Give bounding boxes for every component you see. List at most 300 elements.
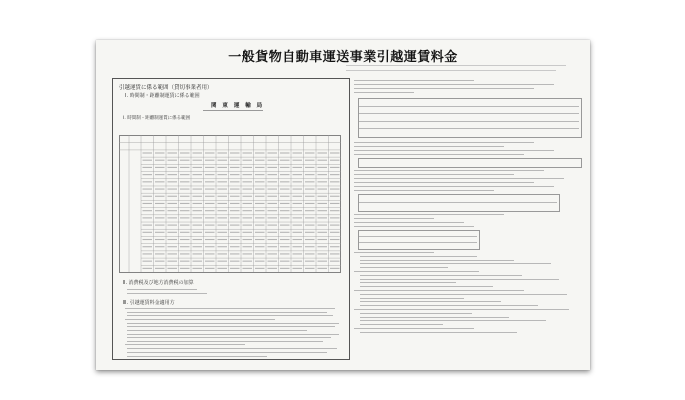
table-cell-text: [318, 188, 328, 189]
body-text-line: [354, 170, 544, 171]
table-cell-text: [143, 210, 153, 211]
body-text-line: [360, 294, 567, 295]
table-cell-text: [180, 181, 190, 182]
table-cell-text: [268, 181, 278, 182]
table-cell-text: [168, 203, 178, 204]
table-cell-text: [255, 174, 265, 175]
table-cell-text: [205, 225, 215, 226]
body-text-line: [359, 236, 477, 237]
table-cell-text: [293, 188, 303, 189]
table-cell-text: [330, 188, 340, 189]
table-cell-text: [293, 181, 303, 182]
table-cell-text: [243, 239, 253, 240]
table-cell-text: [168, 246, 178, 247]
table-cell-text: [168, 253, 178, 254]
table-cell-text: [280, 181, 290, 182]
table-cell-text: [143, 268, 153, 269]
table-cell-text: [230, 188, 240, 189]
table-cell-text: [255, 188, 265, 189]
table-cell-text: [318, 167, 328, 168]
table-cell-text: [293, 152, 303, 153]
body-text-line: [360, 263, 551, 264]
table-cell-text: [205, 268, 215, 269]
table-cell-text: [143, 217, 153, 218]
small-table: [358, 230, 480, 250]
table-cell-text: [280, 225, 290, 226]
table-cell-text: [330, 268, 340, 269]
table-cell-text: [318, 181, 328, 182]
table-cell-text: [330, 167, 340, 168]
table-cell-text: [155, 232, 165, 233]
table-cell-text: [243, 232, 253, 233]
body-text-line: [359, 202, 557, 203]
table-cell-text: [230, 232, 240, 233]
table-cell-text: [193, 225, 203, 226]
table-cell-text: [143, 152, 153, 153]
body-text-line: [127, 312, 327, 313]
table-cell-text: [193, 232, 203, 233]
table-cell-text: [318, 160, 328, 161]
table-cell-text: [268, 261, 278, 262]
body-text-line: [360, 313, 472, 314]
table-cell-text: [318, 210, 328, 211]
body-text-line: [354, 290, 524, 291]
table-cell-text: [230, 225, 240, 226]
header-note-line: [346, 65, 566, 66]
table-cell-text: [293, 232, 303, 233]
table-cell-text: [280, 152, 290, 153]
table-cell-text: [168, 181, 178, 182]
body-text-line: [125, 308, 335, 309]
table-cell-text: [268, 217, 278, 218]
table-cell-text: [143, 203, 153, 204]
table-cell-text: [180, 203, 190, 204]
table-cell-text: [205, 239, 215, 240]
table-cell-text: [143, 167, 153, 168]
table-cell-text: [255, 253, 265, 254]
table-cell-text: [330, 152, 340, 153]
rate-table: [119, 135, 341, 273]
table-cell-text: [205, 181, 215, 182]
table-cell-text: [293, 167, 303, 168]
body-text-line: [125, 319, 275, 320]
body-text-line: [354, 186, 554, 187]
table-cell-text: [280, 217, 290, 218]
table-cell-text: [330, 203, 340, 204]
table-cell-text: [230, 261, 240, 262]
table-cell-text: [330, 261, 340, 262]
table-cell-text: [205, 210, 215, 211]
table-cell-text: [180, 160, 190, 161]
table-cell-text: [268, 203, 278, 204]
table-cell-text: [305, 253, 315, 254]
table-cell-text: [318, 225, 328, 226]
table-cell-text: [318, 232, 328, 233]
table-cell-text: [218, 253, 228, 254]
table-cell-text: [293, 203, 303, 204]
table-cell-text: [155, 181, 165, 182]
small-table: [358, 158, 582, 168]
table-cell-text: [280, 253, 290, 254]
table-cell-text: [280, 188, 290, 189]
table-cell-text: [318, 196, 328, 197]
table-cell-text: [180, 196, 190, 197]
body-text-line: [354, 309, 569, 310]
table-cell-text: [230, 217, 240, 218]
table-cell-text: [293, 246, 303, 247]
table-cell-text: [193, 217, 203, 218]
table-cell-text: [155, 239, 165, 240]
table-cell-text: [180, 246, 190, 247]
body-text-line: [354, 182, 534, 183]
body-text-line: [354, 80, 474, 81]
table-cell-text: [243, 225, 253, 226]
table-cell-text: [218, 167, 228, 168]
table-cell-text: [230, 203, 240, 204]
table-cell-text: [205, 167, 215, 168]
table-cell-text: [155, 246, 165, 247]
table-cell-text: [230, 152, 240, 153]
table-heading: 関 東 運 輸 局: [211, 103, 265, 109]
document-title: 一般貨物自動車運送事業引越運賃料金: [228, 50, 458, 65]
section-title: 引越運賃に係る範囲（貸切事業者用）: [119, 85, 213, 91]
rate-table-grid: [119, 135, 341, 273]
table-cell-text: [255, 217, 265, 218]
left-panel: [112, 78, 350, 360]
table-cell-text: [168, 152, 178, 153]
body-text-line: [360, 260, 514, 261]
table-cell-text: [330, 246, 340, 247]
table-cell-text: [230, 167, 240, 168]
table-cell-text: [330, 232, 340, 233]
table-cell-text: [168, 268, 178, 269]
table-cell-text: [255, 210, 265, 211]
table-cell-text: [243, 253, 253, 254]
table-cell-text: [218, 203, 228, 204]
table-cell-text: [143, 174, 153, 175]
table-cell-text: [330, 210, 340, 211]
table-cell-text: [155, 210, 165, 211]
table-cell-text: [193, 253, 203, 254]
table-cell-text: [293, 225, 303, 226]
body-text-line: [360, 267, 448, 268]
table-cell-text: [305, 232, 315, 233]
table-cell-text: [293, 217, 303, 218]
body-text-line: [127, 352, 327, 353]
table-cell-text: [143, 181, 153, 182]
body-text-line: [354, 178, 564, 179]
table-cell-text: [193, 181, 203, 182]
table-cell-text: [155, 225, 165, 226]
table-cell-text: [193, 196, 203, 197]
body-text-line: [127, 356, 267, 357]
body-text-line: [354, 142, 534, 143]
table-cell-text: [280, 174, 290, 175]
table-cell-text: [255, 268, 265, 269]
table-cell-text: [255, 181, 265, 182]
table-cell-text: [293, 268, 303, 269]
table-cell-text: [193, 239, 203, 240]
table-cell-text: [218, 225, 228, 226]
table-cell-text: [305, 160, 315, 161]
table-cell-text: [318, 174, 328, 175]
table-cell-text: [305, 246, 315, 247]
table-cell-text: [218, 246, 228, 247]
table-cell-text: [180, 167, 190, 168]
table-cell-text: [180, 225, 190, 226]
body-text-line: [360, 305, 538, 306]
table-cell-text: [205, 217, 215, 218]
table-cell-text: [143, 239, 153, 240]
table-cell-text: [168, 239, 178, 240]
table-cell-text: [180, 261, 190, 262]
table-cell-text: [280, 268, 290, 269]
table-cell-text: [168, 210, 178, 211]
body-text-line: [354, 214, 504, 215]
body-text-line: [359, 128, 579, 129]
body-text-line: [359, 106, 579, 107]
body-text-line: [354, 150, 554, 151]
table-cell-text: [155, 217, 165, 218]
table-cell-text: [155, 188, 165, 189]
table-cell-text: [193, 160, 203, 161]
body-text-line: [354, 190, 494, 191]
table-cell-text: [255, 167, 265, 168]
table-cell-text: [155, 261, 165, 262]
table-cell-text: [330, 196, 340, 197]
table-cell-text: [205, 196, 215, 197]
table-cell-text: [180, 253, 190, 254]
table-cell-text: [193, 210, 203, 211]
body-text-line: [127, 348, 337, 349]
body-text-line: [360, 324, 443, 325]
body-text-line: [354, 154, 524, 155]
body-text-line: [127, 323, 339, 324]
table-cell-text: [230, 268, 240, 269]
header-note-line: [346, 70, 556, 71]
body-text-line: [127, 330, 307, 331]
table-cell-text: [305, 181, 315, 182]
table-cell-text: [230, 174, 240, 175]
body-text-line: [360, 298, 464, 299]
table-cell-text: [218, 210, 228, 211]
table-cell-text: [318, 239, 328, 240]
table-cell-text: [205, 174, 215, 175]
table-cell-text: [330, 253, 340, 254]
table-cell-text: [168, 232, 178, 233]
body-text-line: [127, 315, 333, 316]
table-cell-text: [230, 160, 240, 161]
table-cell-text: [318, 152, 328, 153]
table-cell-text: [255, 261, 265, 262]
table-cell-text: [143, 246, 153, 247]
table-cell-text: [268, 167, 278, 168]
table-cell-text: [218, 188, 228, 189]
table-cell-text: [193, 174, 203, 175]
table-cell-text: [330, 160, 340, 161]
body-text-line: [127, 326, 335, 327]
table-cell-text: [155, 196, 165, 197]
table-cell-text: [230, 196, 240, 197]
table-cell-text: [205, 253, 215, 254]
table-cell-text: [218, 174, 228, 175]
table-cell-text: [243, 188, 253, 189]
table-cell-text: [168, 174, 178, 175]
table-cell-text: [268, 225, 278, 226]
body-text-line: [360, 320, 546, 321]
table-cell-text: [243, 217, 253, 218]
table-cell-text: [293, 253, 303, 254]
body-text-line: [359, 113, 579, 114]
table-cell-text: [305, 152, 315, 153]
table-cell-text: [193, 152, 203, 153]
table-cell-text: [230, 181, 240, 182]
table-cell-text: [318, 246, 328, 247]
table-cell-text: [305, 174, 315, 175]
table-cell-text: [155, 167, 165, 168]
table-cell-text: [180, 174, 190, 175]
table-cell-text: [293, 196, 303, 197]
table-cell-text: [168, 188, 178, 189]
table-cell-text: [318, 261, 328, 262]
table-cell-text: [255, 246, 265, 247]
table-cell-text: [168, 196, 178, 197]
body-text-line: [354, 146, 504, 147]
table-cell-text: [168, 160, 178, 161]
table-cell-text: [168, 167, 178, 168]
table-cell-text: [230, 253, 240, 254]
body-text-line: [127, 341, 323, 342]
body-text-line: [354, 218, 434, 219]
table-cell-text: [330, 225, 340, 226]
table-cell-text: [305, 239, 315, 240]
table-cell-text: [180, 188, 190, 189]
table-cell-text: [280, 167, 290, 168]
body-text-line: [354, 88, 534, 89]
body-text-line: [354, 84, 554, 85]
table-cell-text: [193, 261, 203, 262]
table-cell-text: [293, 160, 303, 161]
table-cell-text: [280, 196, 290, 197]
table-cell-text: [305, 225, 315, 226]
table-cell-text: [205, 152, 215, 153]
table-cell-text: [268, 253, 278, 254]
table-cell-text: [218, 261, 228, 262]
body-text-line: [125, 344, 245, 345]
table-cell-text: [293, 174, 303, 175]
small-table: [358, 98, 582, 138]
table-cell-text: [255, 160, 265, 161]
table-cell-text: [155, 268, 165, 269]
table-cell-text: [193, 268, 203, 269]
body-text-line: [354, 174, 514, 175]
table-cell-text: [218, 217, 228, 218]
document-sheet: [96, 40, 590, 370]
body-text-line: [354, 222, 464, 223]
table-cell-text: [255, 232, 265, 233]
table-cell-text: [180, 239, 190, 240]
table-cell-text: [143, 225, 153, 226]
table-cell-text: [143, 261, 153, 262]
table-cell-text: [280, 203, 290, 204]
subsection-title: Ⅲ. 引越運賃料金適用方: [123, 300, 175, 306]
table-cell-text: [255, 152, 265, 153]
table-cell-text: [268, 210, 278, 211]
table-cell-text: [280, 239, 290, 240]
body-text-line: [354, 328, 474, 329]
table-cell-text: [280, 210, 290, 211]
table-cell-text: [255, 196, 265, 197]
body-text-line: [360, 279, 559, 280]
table-cell-text: [218, 160, 228, 161]
table-cell-text: [193, 246, 203, 247]
table-cell-text: [180, 210, 190, 211]
table-cell-text: [143, 160, 153, 161]
table-cell-text: [268, 188, 278, 189]
table-cell-text: [218, 239, 228, 240]
table-cell-text: [318, 203, 328, 204]
table-cell-text: [143, 188, 153, 189]
body-text-line: [127, 334, 339, 335]
table-cell-text: [280, 232, 290, 233]
table-cell-text: [330, 239, 340, 240]
table-cell-text: [218, 268, 228, 269]
table-cell-text: [218, 181, 228, 182]
subsection-title: Ⅰ. 時間制・距離制運賃に係る範囲: [123, 116, 191, 121]
table-cell-text: [155, 203, 165, 204]
table-cell-text: [305, 217, 315, 218]
body-text-line: [360, 256, 477, 257]
table-cell-text: [268, 246, 278, 247]
table-cell-text: [218, 232, 228, 233]
table-cell-text: [330, 174, 340, 175]
table-cell-text: [168, 217, 178, 218]
body-text-line: [360, 282, 456, 283]
body-text-line: [354, 271, 479, 272]
body-text-line: [354, 252, 434, 253]
table-cell-text: [255, 203, 265, 204]
table-cell-text: [243, 203, 253, 204]
table-cell-text: [243, 268, 253, 269]
table-cell-text: [230, 246, 240, 247]
table-cell-text: [193, 203, 203, 204]
table-cell-text: [255, 225, 265, 226]
table-cell-text: [168, 225, 178, 226]
table-cell-text: [143, 232, 153, 233]
table-cell-text: [205, 188, 215, 189]
table-cell-text: [268, 268, 278, 269]
table-cell-text: [268, 152, 278, 153]
small-table: [358, 194, 560, 212]
table-cell-text: [305, 261, 315, 262]
table-cell-text: [168, 261, 178, 262]
table-cell-text: [280, 246, 290, 247]
table-cell-text: [218, 152, 228, 153]
table-cell-text: [305, 196, 315, 197]
table-cell-text: [305, 188, 315, 189]
table-cell-text: [293, 239, 303, 240]
table-cell-text: [293, 210, 303, 211]
table-cell-text: [205, 261, 215, 262]
table-cell-text: [218, 196, 228, 197]
table-cell-text: [280, 160, 290, 161]
table-cell-text: [155, 152, 165, 153]
table-cell-text: [330, 181, 340, 182]
fine-print-line: [127, 293, 207, 294]
table-cell-text: [230, 239, 240, 240]
table-cell-text: [243, 246, 253, 247]
table-cell-text: [243, 174, 253, 175]
